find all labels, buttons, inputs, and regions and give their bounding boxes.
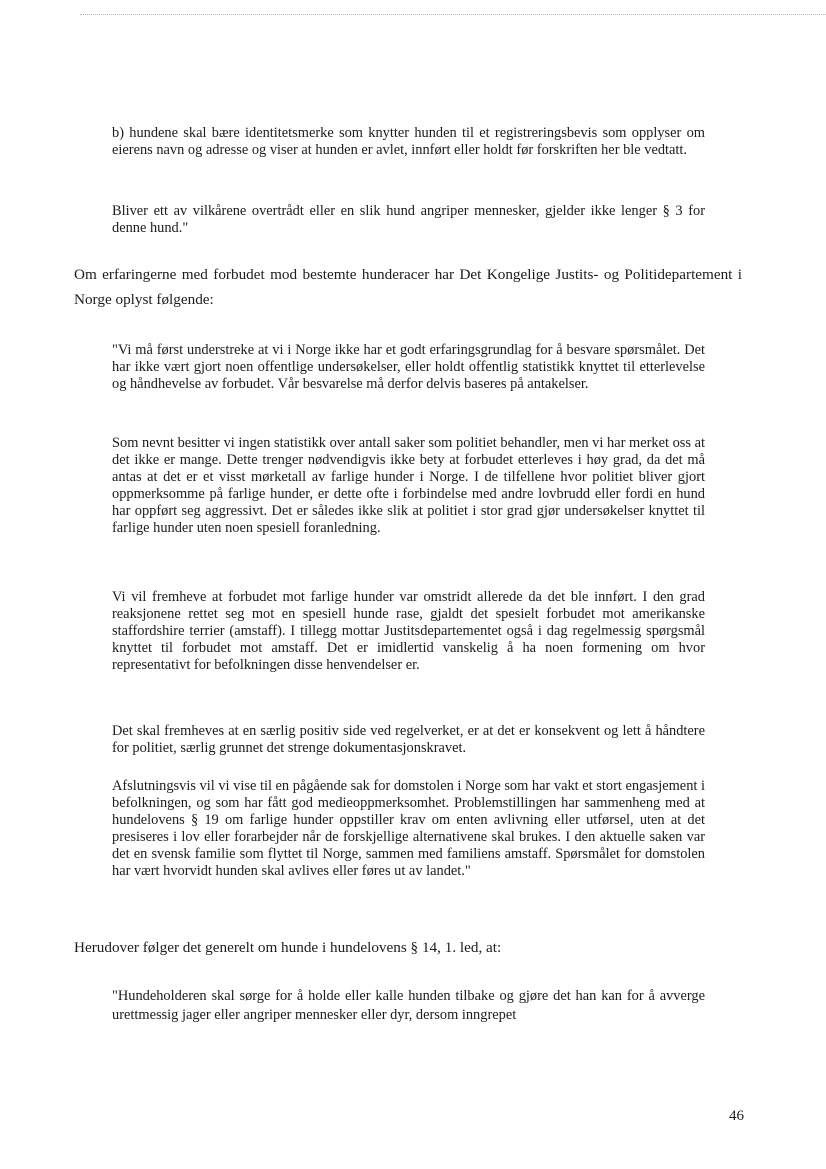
quote-paragraph-3: Vi vil fremheve at forbudet mot farlige hunder var omstridt allerede da det ble innført. I den grad reaksjonene rettet seg mot en spesiell hunde rase, gjaldt det spesielt forbudet mot amerikanske staffordshire terrier (amstaff). I tillegg mottar Justitsdepartementet også i dag regelmessig spørgsmål knyttet til forbudet mot amstaff. Det er imidlertid vanskelig å ha noen formening om hvor representativt for befolkningen disse henvendelser er. [112, 589, 705, 673]
body-paragraph-law: Herudover følger det generelt om hunde i hundelovens § 14, 1. led, at: [74, 939, 502, 956]
quote-paragraph-b: b) hundene skal bære identitetsmerke som knytter hunden til et registreringsbevis som opplyser om eierens navn og adresse og viser at hunden er avlet, innført eller holdt før forskriften her ble vedtatt. [112, 125, 705, 158]
quote-paragraph-2: Som nevnt besitter vi ingen statistikk over antall saker som politiet behandler, men vi har merket oss at det ikke er mange. Dette trenger nødvendigvis ikke bety at forbudet etterleves i høy grad, da det må antas at det er et visst mørketall av farlige hunder i Norge. I de tilfellene hvor politiet bliver gjort oppmerksomme på farlige hunder, er dette ofte i forbindelse med andre lovbrudd eller fordi en hund har oppført seg aggressivt. Det er således ikke slik at politiet i stor grad gjør undersøkelser knyttet til farlige hunder uten noen spesiell foranledning. [112, 435, 705, 536]
page-number: 46 [729, 1108, 744, 1124]
quote-paragraph-4: Det skal fremheves at en særlig positiv side ved regelverket, er at det er konsekvent og lett å håndtere for politiet, særlig grunnet det strenge dokumentasjonskravet. [112, 723, 705, 756]
quote-paragraph-5: Afslutningsvis vil vi vise til en pågående sak for domstolen i Norge som har vakt et stort engasjement i befolkningen, og som har fått god medieoppmerksomhet. Problemstillingen har sammenheng med at hundelovens § 19 om farlige hunder oppstiller krav om enten avlivning eller utførsel, uten at det presiseres i lov eller forarbejder når de forskjellige alternativene skal brukes. I den aktuelle saken var det en svensk familie som flyttet til Norge, sammen med familiens amstaff. Spørsmålet for domstolen har vært hvorvidt hunden skal avlives eller føres ut av landet." [112, 778, 705, 879]
body-paragraph-intro: Om erfaringerne med forbudet mod bestemte hunderacer har Det Kongelige Justits- og Politidepartement i Norge oplyst følgende: [74, 266, 742, 308]
scan-border-line [80, 14, 826, 15]
quote-paragraph-condition: Bliver ett av vilkårene overtrådt eller en slik hund angriper mennesker, gjelder ikke lenger § 3 for denne hund." [112, 203, 705, 236]
quote-paragraph-law: "Hundeholderen skal sørge for å holde eller kalle hunden tilbake og gjøre det han kan for å avverge urettmessig jager eller angriper mennesker eller dyr, dersom inngrepet [112, 988, 705, 1023]
quote-paragraph-1: "Vi må først understreke at vi i Norge ikke har et godt erfaringsgrundlag for å besvare spørsmålet. Det har ikke vært gjort noen offentlige undersøkelser, eller holdt offentlig statistikk knyttet til etterlevelse og håndhevelse av forbudet. Vår besvarelse må derfor delvis baseres på antakelser. [112, 342, 705, 392]
